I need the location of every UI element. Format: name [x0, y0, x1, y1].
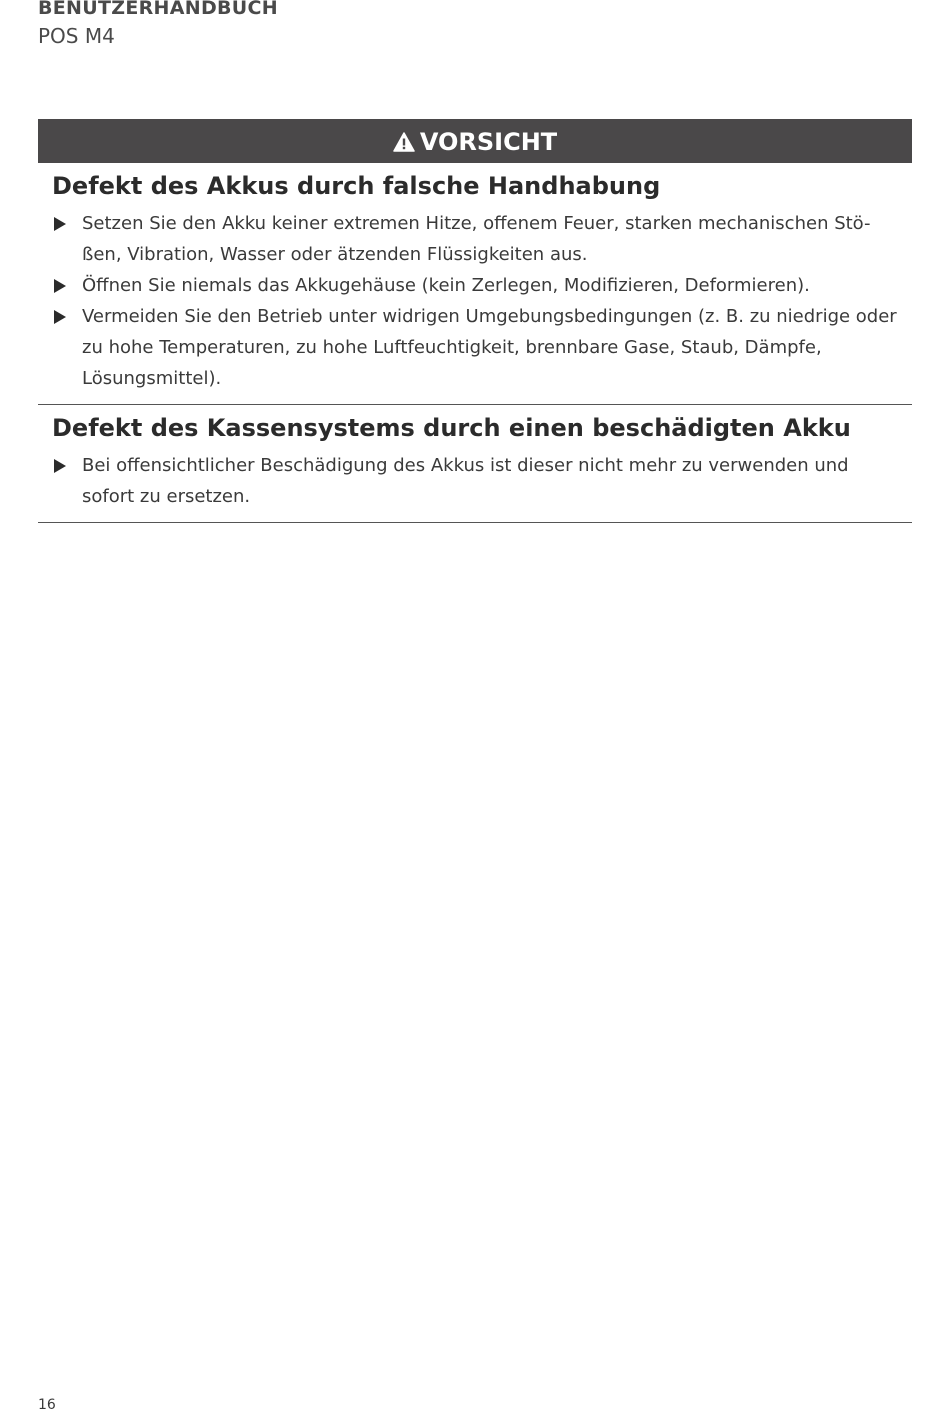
section-title: Defekt des Kassensystems durch einen beschädigten Akku: [52, 414, 851, 442]
warning-section-battery-handling: [38, 163, 912, 404]
list-item: [52, 301, 898, 394]
document-type: BENUTZERHANDBUCH: [38, 0, 278, 19]
list-item-text: Bei offensichtlicher Beschädigung des Akkus ist dieser nicht mehr zu verwenden und sofort zu ersetzen.: [82, 455, 849, 507]
caution-banner: [38, 119, 912, 163]
list-item-text: Vermeiden Sie den Betrieb unter widrigen Umgebungsbedingungen (z. B. zu niedrige oder zu hohe Temperaturen, zu hohe Luftfeuchtigkeit, brennbare Gase, Staub, Dämpfe, Lösungsmittel).: [82, 306, 897, 389]
page-header: [38, 0, 278, 50]
list-item: [52, 270, 898, 301]
bullet-arrow-icon: [54, 310, 66, 324]
product-model: POS M4: [38, 24, 115, 48]
list-item: [52, 208, 898, 270]
list-item-text: Setzen Sie den Akku keiner extremen Hitze, offenem Feuer, starken mechanischen Stö-ßen, Vibration, Wasser oder ätzenden Flüssigkeiten aus.: [82, 213, 871, 265]
bullet-arrow-icon: [54, 217, 66, 231]
caution-notice: [38, 119, 912, 523]
bullet-arrow-icon: [54, 459, 66, 473]
caution-label: VORSICHT: [419, 128, 558, 156]
page-number: 16: [38, 1397, 56, 1413]
warning-section-damaged-battery: [38, 404, 912, 523]
bullet-list: [52, 208, 898, 394]
bullet-list: [52, 450, 898, 512]
section-title: Defekt des Akkus durch falsche Handhabung: [52, 172, 661, 200]
list-item-text: Öffnen Sie niemals das Akkugehäuse (kein Zerlegen, Modifizieren, Deformieren).: [82, 275, 810, 296]
list-item: [52, 450, 898, 512]
bullet-arrow-icon: [54, 279, 66, 293]
warning-triangle-icon: [393, 132, 415, 152]
